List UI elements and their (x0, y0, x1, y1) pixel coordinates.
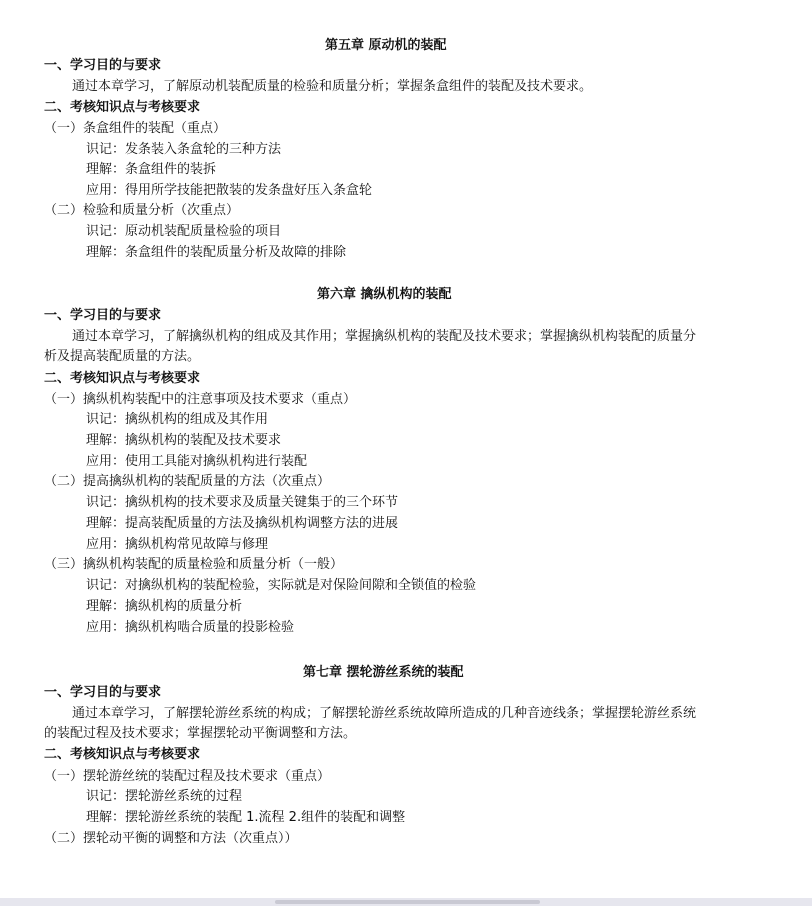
scrollbar-thumb[interactable] (275, 900, 540, 904)
chapter-5-points-heading: 二、考核知识点与考核要求 (44, 100, 201, 115)
chapter-7-goal-line-1: 通过本章学习，了解摆轮游丝系统的构成；了解摆轮游丝系统故障所造成的几种音迹线条；掌握摆轮游丝系统 (72, 706, 697, 721)
horizontal-scrollbar[interactable] (0, 898, 812, 906)
chapter-6-section-1: （一）擒纵机构装配中的注意事项及技术要求（重点） (44, 392, 357, 407)
chapter-7-section-1-item-2: 理解：摆轮游丝系统的装配 1.流程 2.组件的装配和调整 (86, 810, 406, 825)
chapter-6-goal-heading: 一、学习目的与要求 (44, 308, 162, 323)
chapter-7-title: 第七章 摆轮游丝系统的装配 (303, 665, 464, 680)
chapter-6-section-2-item-1: 识记：擒纵机构的技术要求及质量关键集于的三个环节 (86, 495, 399, 510)
chapter-5-section-2-item-2: 理解：条盒组件的装配质量分析及故障的排除 (86, 245, 347, 260)
chapter-6-section-2-item-2: 理解：提高装配质量的方法及擒纵机构调整方法的进展 (86, 516, 399, 531)
chapter-5-section-1-item-3: 应用：得用所学技能把散装的发条盘好压入条盒轮 (86, 183, 373, 198)
chapter-5-section-2-item-1: 识记：原动机装配质量检验的项目 (86, 224, 282, 239)
chapter-6-section-2-item-3: 应用：擒纵机构常见故障与修理 (86, 537, 269, 552)
chapter-6-points-heading: 二、考核知识点与考核要求 (44, 371, 201, 386)
chapter-5-goal-heading: 一、学习目的与要求 (44, 58, 162, 73)
chapter-7-goal-line-2: 的装配过程及技术要求；掌握摆轮动平衡调整和方法。 (44, 726, 357, 741)
chapter-7-section-1: （一）摆轮游丝统的装配过程及技术要求（重点） (44, 769, 331, 784)
chapter-5-section-1-item-2: 理解：条盒组件的装拆 (86, 162, 217, 177)
chapter-6-section-3: （三）擒纵机构装配的质量检验和质量分析（一般） (44, 557, 344, 572)
chapter-7-goal-heading: 一、学习目的与要求 (44, 685, 162, 700)
chapter-6-title: 第六章 擒纵机构的装配 (317, 287, 452, 302)
chapter-5-title: 第五章 原动机的装配 (325, 38, 447, 53)
chapter-5-section-1-item-1: 识记：发条装入条盒轮的三种方法 (86, 142, 282, 157)
chapter-7-section-2: （二）摆轮动平衡的调整和方法（次重点）） (44, 831, 298, 846)
chapter-6-section-2: （二）提高擒纵机构的装配质量的方法（次重点） (44, 474, 331, 489)
chapter-5-section-2: （二）检验和质量分析（次重点） (44, 203, 240, 218)
chapter-7-points-heading: 二、考核知识点与考核要求 (44, 747, 201, 762)
chapter-6-goal-line-2: 析及提高装配质量的方法。 (44, 349, 201, 364)
chapter-5-goal-line-1: 通过本章学习，了解原动机装配质量的检验和质量分析；掌握条盒组件的装配及技术要求。 (72, 79, 593, 94)
chapter-6-section-3-item-2: 理解：擒纵机构的质量分析 (86, 599, 243, 614)
chapter-7-section-1-item-1: 识记：摆轮游丝系统的过程 (86, 789, 243, 804)
chapter-6-section-3-item-3: 应用：擒纵机构啮合质量的投影检验 (86, 620, 295, 635)
chapter-6-section-1-item-2: 理解：擒纵机构的装配及技术要求 (86, 433, 282, 448)
chapter-6-section-1-item-3: 应用：使用工具能对擒纵机构进行装配 (86, 454, 308, 469)
chapter-6-section-3-item-1: 识记：对擒纵机构的装配检验，实际就是对保险间隙和全锁值的检验 (86, 578, 477, 593)
chapter-6-goal-line-1: 通过本章学习，了解擒纵机构的组成及其作用；掌握擒纵机构的装配及技术要求；掌握擒纵机构装配的质量分 (72, 329, 697, 344)
chapter-5-section-1: （一）条盒组件的装配（重点） (44, 121, 227, 136)
chapter-6-section-1-item-1: 识记：擒纵机构的组成及其作用 (86, 412, 269, 427)
